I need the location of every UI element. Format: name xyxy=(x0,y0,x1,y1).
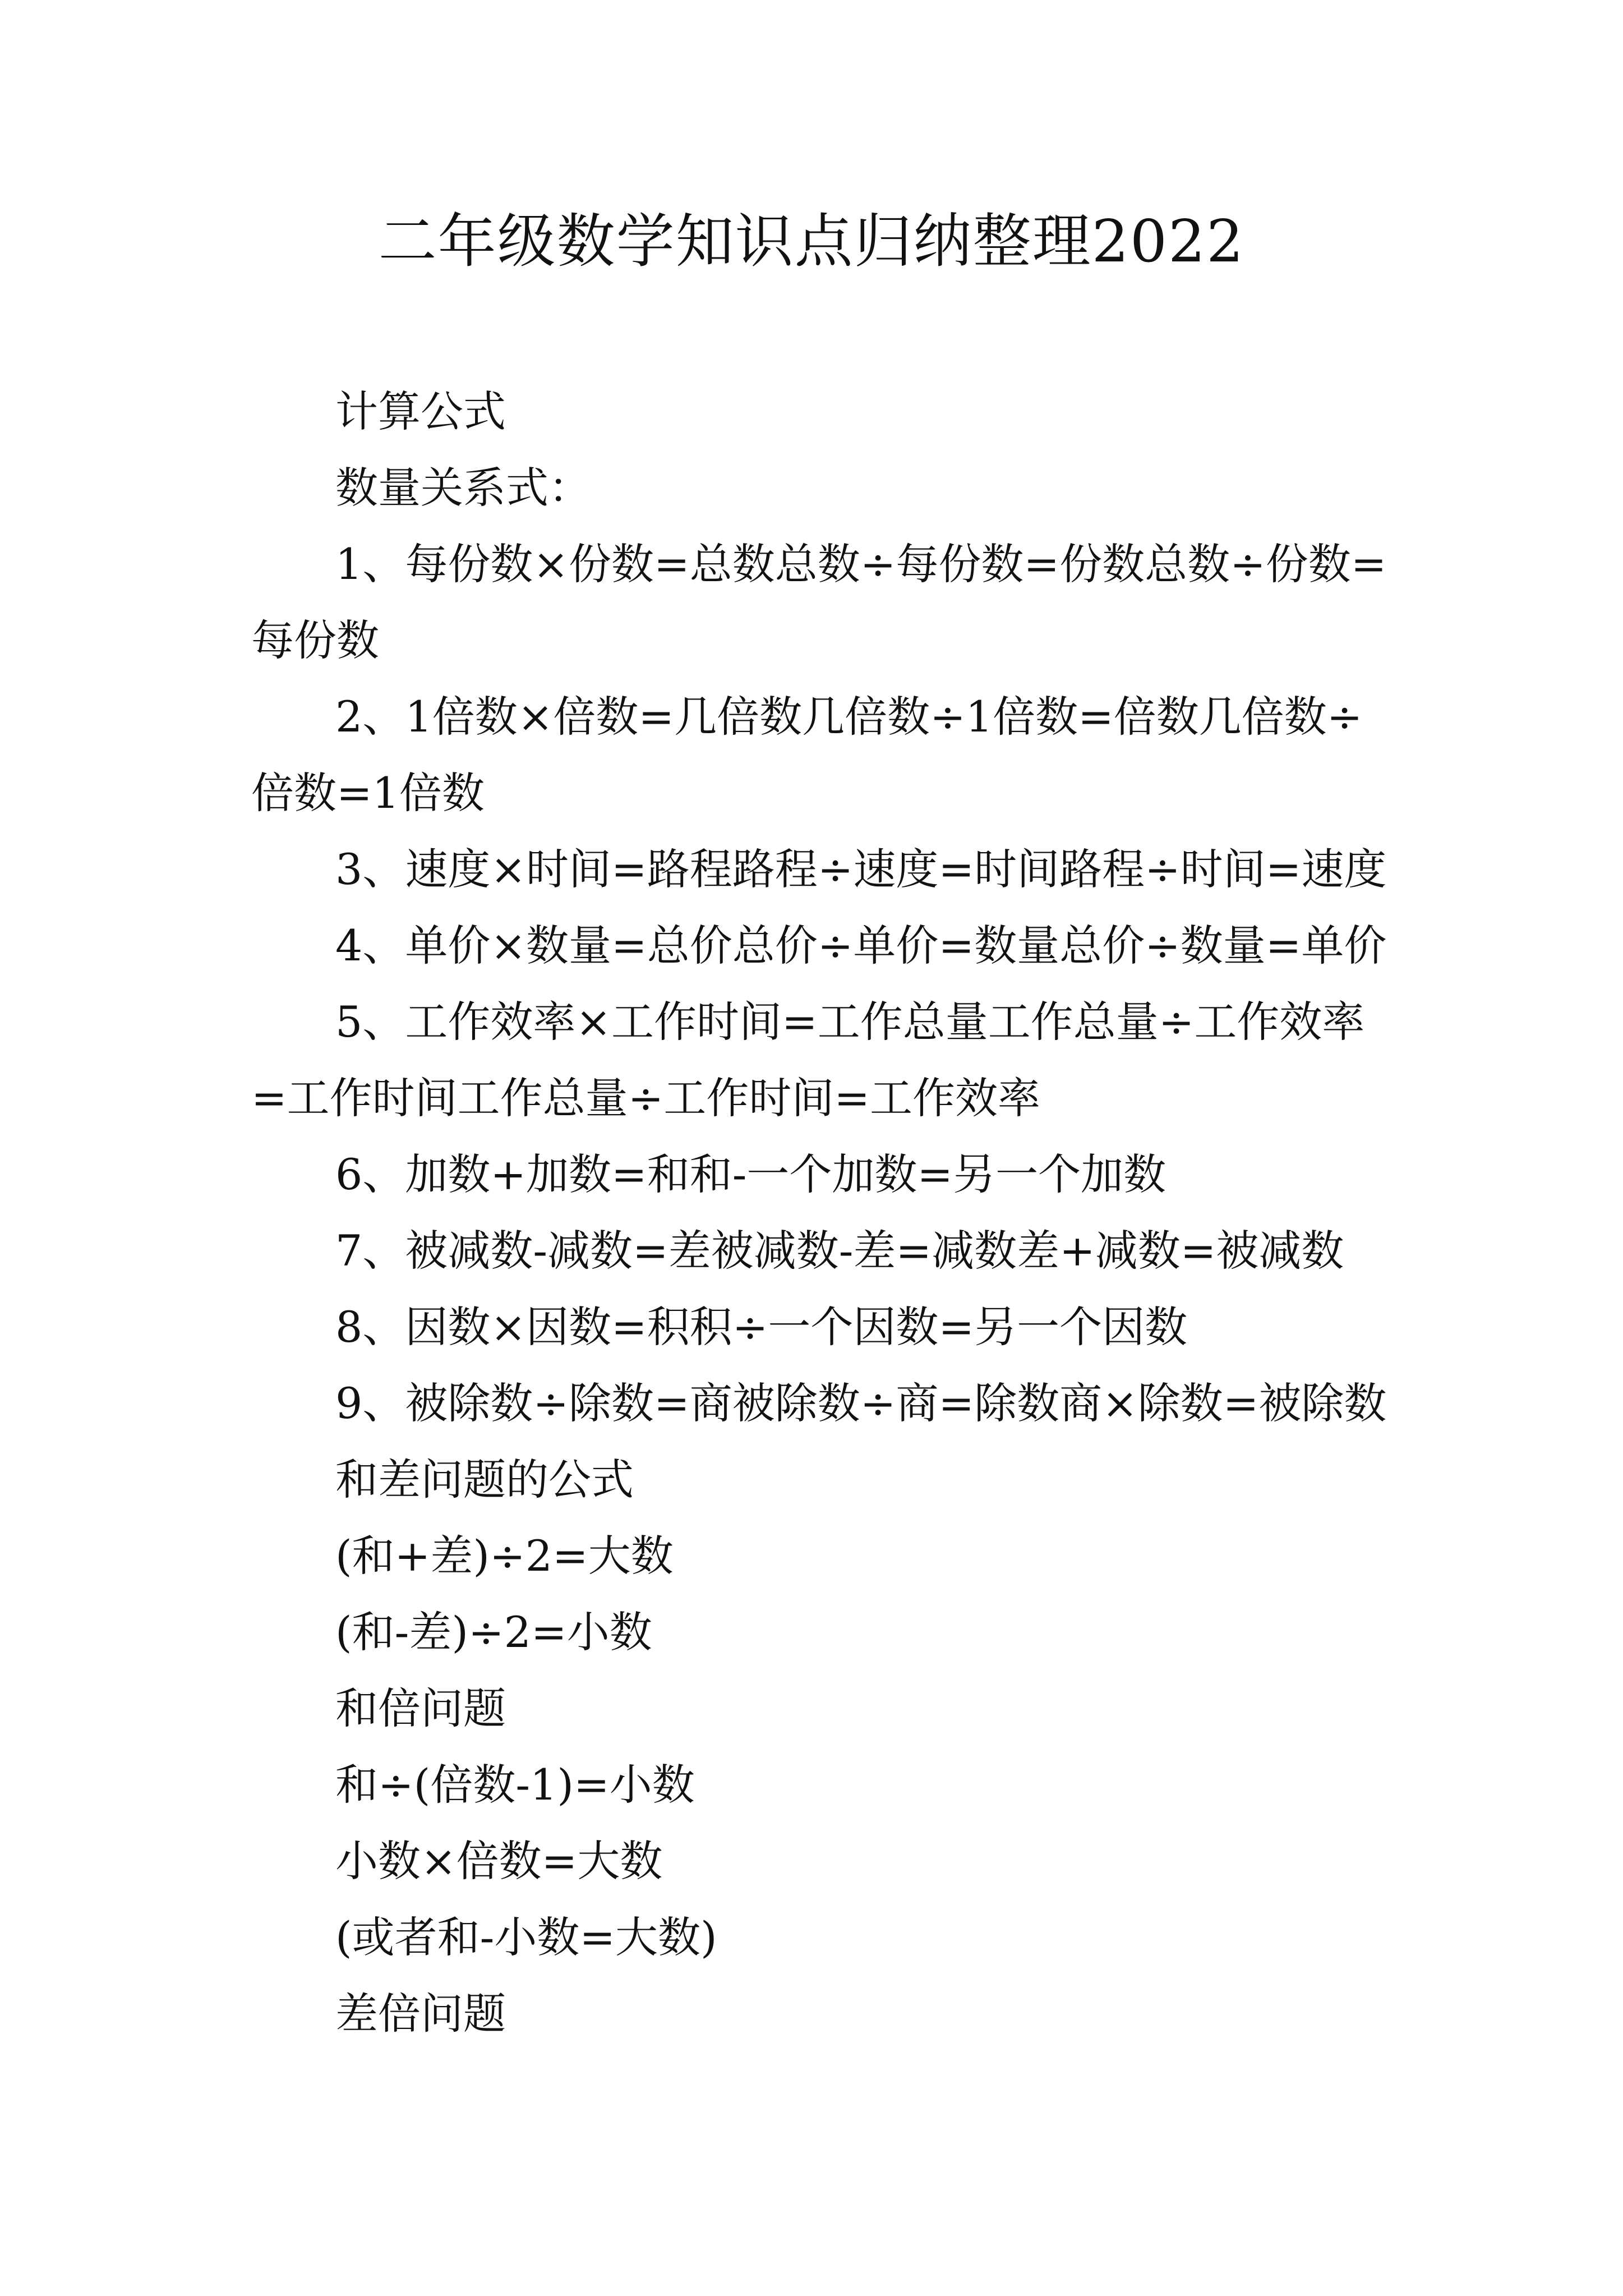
document-body xyxy=(251,374,1390,2052)
section-heading-sum-multiple: 和倍问题 xyxy=(335,1683,506,1733)
formula-item-2: 2、1倍数×倍数=几倍数几倍数÷1倍数=倍数几倍数÷倍数=1倍数 xyxy=(251,692,1363,818)
formula-item-6: 6、加数+加数=和和-一个加数=另一个加数 xyxy=(335,1149,1166,1199)
section-heading-sum-difference: 和差问题的公式 xyxy=(335,1455,634,1504)
section-heading-formulas: 计算公式 xyxy=(335,386,506,436)
formula-big-number: (和+差)÷2=大数 xyxy=(335,1531,674,1581)
page-title: 二年级数学知识点归纳整理2022 xyxy=(378,207,1245,275)
formula-item-3: 3、速度×时间=路程路程÷速度=时间路程÷时间=速度 xyxy=(335,844,1387,894)
formula-sum-multiple-alt: (或者和-小数=大数) xyxy=(335,1912,717,1962)
formula-sum-multiple-small: 和÷(倍数-1)=小数 xyxy=(335,1760,695,1810)
subheading-relations: 数量关系式： xyxy=(335,463,591,513)
formula-item-9: 9、被除数÷除数=商被除数÷商=除数商×除数=被除数 xyxy=(335,1378,1387,1428)
formula-item-5: 5、工作效率×工作时间=工作总量工作总量÷工作效率=工作时间工作总量÷工作时间=工作效率 xyxy=(251,997,1365,1123)
formula-item-1: 1、每份数×份数=总数总数÷每份数=份数总数÷份数=每份数 xyxy=(251,539,1387,665)
formula-small-number: (和-差)÷2=小数 xyxy=(335,1607,652,1657)
formula-item-8: 8、因数×因数=积积÷一个因数=另一个因数 xyxy=(335,1302,1188,1352)
formula-sum-multiple-big: 小数×倍数=大数 xyxy=(335,1836,663,1886)
formula-item-4: 4、单价×数量=总价总价÷单价=数量总价÷数量=单价 xyxy=(335,921,1387,970)
formula-item-7: 7、被减数-减数=差被减数-差=减数差+减数=被减数 xyxy=(335,1226,1344,1276)
section-heading-difference-multiple: 差倍问题 xyxy=(335,1989,506,2039)
